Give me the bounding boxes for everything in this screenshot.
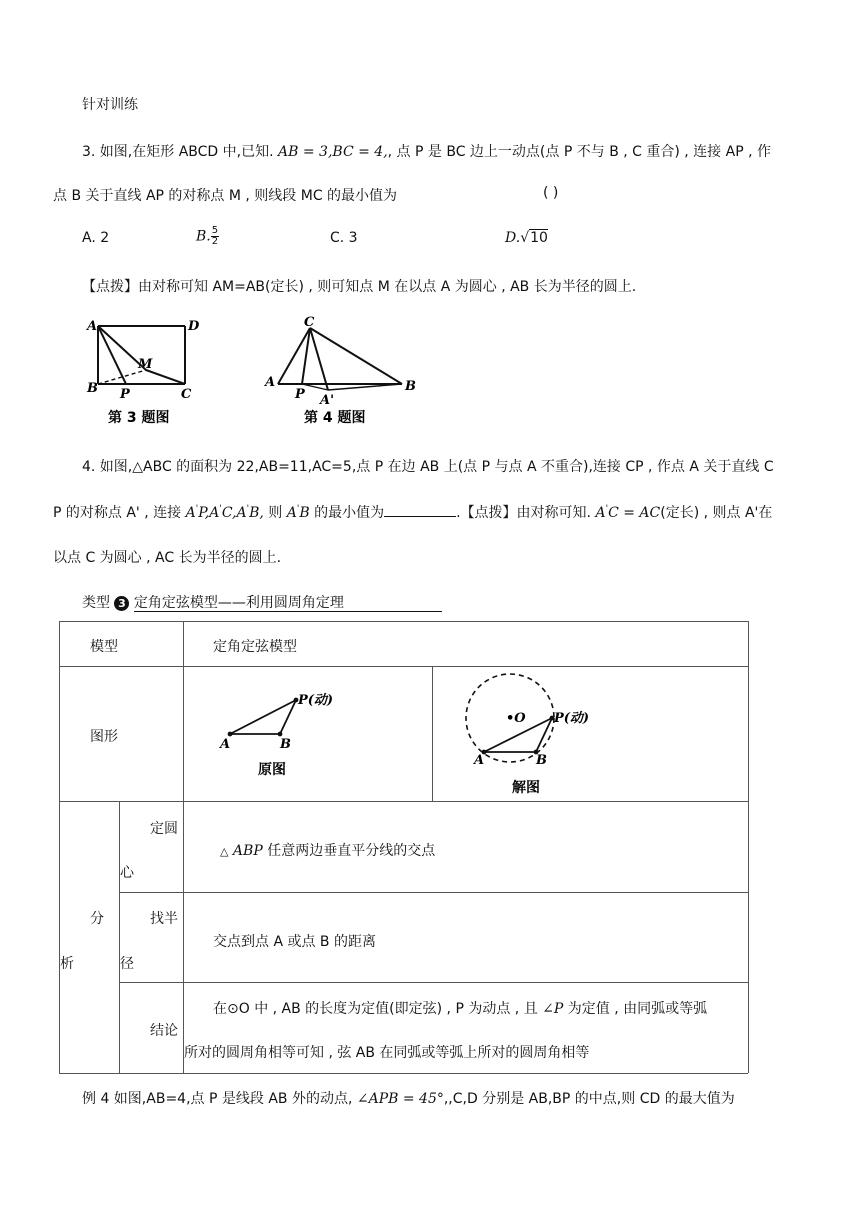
fig4-label-p: P (295, 387, 305, 402)
q3-option-b-numerator: 5 (211, 225, 219, 236)
table-conclusion-line2: 所对的圆周角相等可知 , 弦 AB 在同弧或等弧上所对的圆周角相等 (184, 1045, 590, 1061)
q4-line2-a: P 的对称点 A' , 连接 (53, 505, 182, 521)
sol-label-p: P(动) (554, 711, 590, 726)
q4-line1: 4. 如图,△ABC 的面积为 22,AB=11,AC=5,点 P 在边 AB 上(点 P 与点 A 不重合),连接 CP , 作点 A 关于直线 C (82, 459, 774, 475)
q3-option-b-fraction (211, 226, 219, 247)
table-rule (59, 1073, 748, 1074)
sol-label-a: A (474, 753, 485, 768)
conclusion-line1-b: 为定值 , 由同弧或等弧 (567, 1001, 708, 1017)
q4-line2 (53, 502, 772, 522)
table-analysis-label-2: 析 (60, 956, 74, 972)
q4-line2-math1: A'P,A'C,A'B, (185, 504, 264, 521)
type3-heading (82, 592, 442, 612)
orig-point-a (228, 732, 233, 737)
figure-3 (82, 312, 212, 430)
type3-number-badge: 3 (114, 596, 129, 611)
example4-suffix: ,,C,D 分别是 AB,BP 的中点,则 CD 的最大值为 (443, 1091, 735, 1107)
q3-line1-eq: AB = 3,BC = 4, (278, 144, 388, 160)
fig3-label-p: P (120, 387, 130, 402)
q3-line1-suffix: , 点 P 是 BC 边上一动点(点 P 不与 B , C 重合) , 连接 AP , 作 (387, 144, 772, 160)
table-conclusion-line1 (213, 998, 707, 1018)
fig3-segment-mc (146, 370, 185, 384)
table-rule (432, 666, 433, 801)
figure-original (212, 686, 362, 786)
sol-caption: 解图 (512, 780, 540, 796)
table-rule (748, 621, 749, 1073)
orig-label-p: P(动) (298, 693, 334, 708)
fig3-label-c: C (181, 387, 192, 402)
fig4-caption: 第 4 题图 (304, 410, 366, 426)
table-model-label: 模型 (90, 639, 118, 655)
type3-title: 定角定弦模型——利用圆周角定理 (134, 595, 442, 612)
fig3-label-d: D (188, 319, 200, 334)
table-analysis-label-1: 分 (90, 911, 104, 927)
q4-line2-math3: A'C = AC (595, 504, 661, 521)
center-text: 任意两边垂直平分线的交点 (267, 843, 436, 859)
example4 (82, 1088, 735, 1108)
q3-option-c: C. 3 (330, 230, 358, 246)
table-figure-label: 图形 (90, 729, 118, 745)
q3-option-b-prefix: B. (196, 228, 211, 245)
fig3-label-a: A (87, 319, 98, 334)
q3-option-b-denominator: 2 (211, 236, 219, 247)
q3-answer-paren: ( ) (543, 185, 559, 201)
conclusion-line1-math: ∠P (542, 1001, 564, 1017)
fig3-segment-ap (98, 326, 126, 384)
table-rule (59, 621, 748, 622)
figure-4 (262, 312, 422, 430)
fig3-label-b: B (87, 381, 98, 396)
q4-line2-c: 的最小值为 (314, 505, 385, 521)
table-conclusion-label: 结论 (150, 1023, 178, 1039)
q4-line3: 以点 C 为圆心 , AC 长为半径的圆上. (53, 550, 282, 566)
q3-option-d-radical: √ (520, 230, 530, 246)
table-center-label-1: 定圆 (150, 821, 178, 837)
q4-line2-d: .【点拨】由对称可知. (456, 505, 592, 521)
table-center-label-2: 心 (120, 865, 134, 881)
table-rule (59, 801, 748, 802)
q3-option-d (505, 230, 548, 246)
table-radius-label-1: 找半 (150, 911, 178, 927)
sol-label-b: B (536, 753, 547, 768)
table-rule (119, 801, 120, 1073)
figure-solution (458, 672, 608, 798)
orig-label-a: A (220, 737, 231, 752)
table-rule (183, 621, 184, 1073)
q4-line2-e: (定长) , 则点 A'在 (660, 505, 773, 521)
table-rule (59, 621, 60, 1073)
q3-line1 (82, 141, 771, 161)
q3-line2: 点 B 关于直线 AP 的对称点 M , 则线段 MC 的最小值为 (53, 188, 398, 204)
orig-segment-ap (230, 700, 296, 734)
type3-prefix: 类型 (82, 595, 110, 611)
q3-option-d-prefix: D. (505, 230, 521, 246)
table-center-value (220, 840, 435, 860)
table-model-value: 定角定弦模型 (213, 639, 297, 655)
table-radius-value: 交点到点 A 或点 B 的距离 (213, 934, 376, 950)
fig3-segment-bm (98, 370, 146, 384)
q3-hint: 【点拨】由对称可知 AM=AB(定长) , 则可知点 M 在以点 A 为圆心 , AB 长为半径的圆上. (82, 279, 637, 295)
q4-line2-math2: A'B (286, 504, 310, 521)
conclusion-line1-a: 在⊙O 中 , AB 的长度为定值(即定弦) , P 为动点 , 且 (213, 1001, 538, 1017)
section-heading: 针对训练 (82, 97, 138, 113)
q3-option-a: A. 2 (82, 230, 110, 246)
q4-answer-blank[interactable] (384, 502, 456, 517)
fig4-label-c: C (304, 315, 315, 330)
orig-point-b (278, 732, 283, 737)
example4-math: ∠APB = 45° (356, 1091, 444, 1107)
q4-line2-b: 则 (268, 505, 283, 521)
fig4-label-a-prime: A' (320, 393, 335, 408)
q3-option-d-value: 10 (530, 230, 548, 246)
q3-option-b (196, 226, 219, 247)
orig-label-b: B (280, 737, 291, 752)
fig4-label-a: A (265, 375, 276, 390)
table-radius-label-2: 径 (120, 956, 134, 972)
table-rule (59, 666, 748, 667)
table-rule (119, 892, 748, 893)
fig3-label-m: M (138, 357, 153, 372)
sol-label-o: •O (506, 711, 526, 726)
center-math: ABP (232, 843, 263, 859)
center-triangle-symbol: △ (220, 845, 229, 858)
q3-line1-prefix: 3. 如图,在矩形 ABCD 中,已知. (82, 144, 274, 160)
table-rule (119, 982, 748, 983)
example4-prefix: 例 4 如图,AB=4,点 P 是线段 AB 外的动点, (82, 1091, 353, 1107)
fig3-caption: 第 3 题图 (108, 410, 170, 426)
orig-caption: 原图 (258, 762, 286, 778)
fig4-label-b: B (405, 379, 416, 394)
